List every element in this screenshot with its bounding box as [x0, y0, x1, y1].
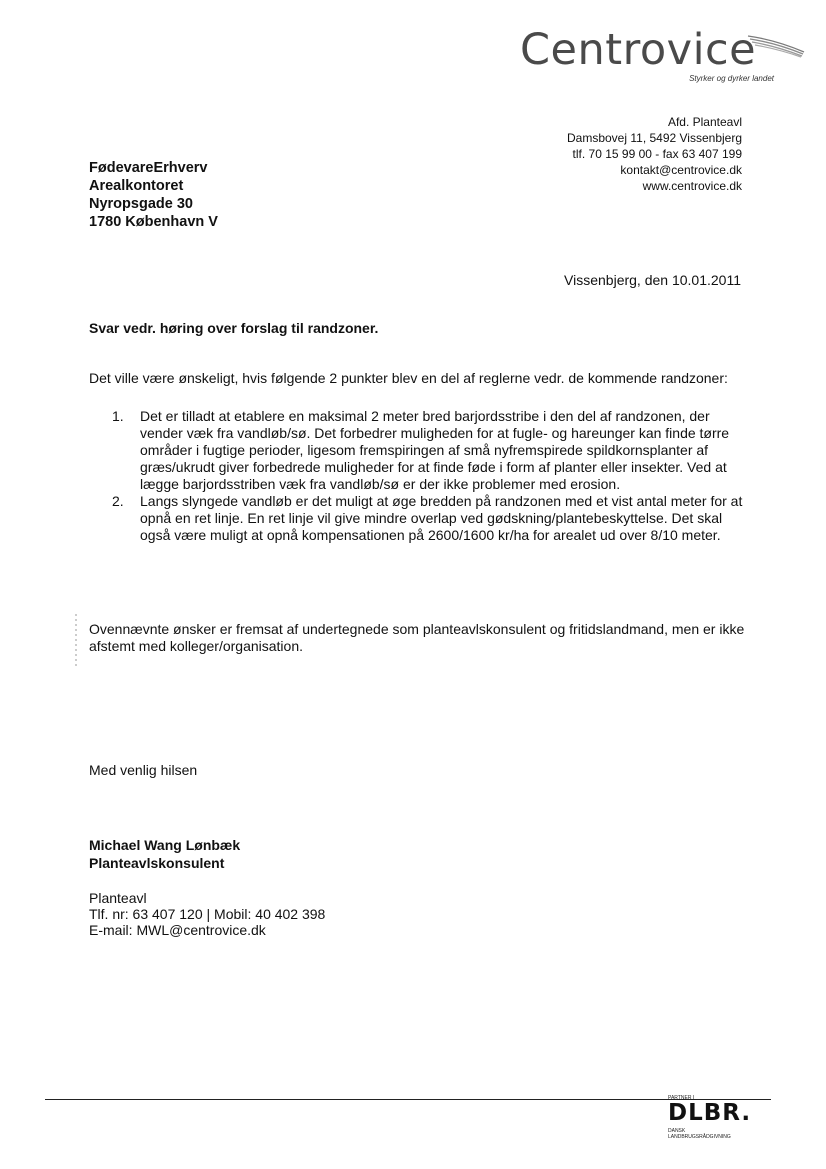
points-list — [89, 408, 745, 544]
sender-web: www.centrovice.dk — [642, 179, 742, 193]
recipient-line-1: FødevareErhverv — [89, 160, 208, 176]
partner-logo-block — [668, 1095, 758, 1145]
list-text: Det er tilladt at etablere en maksimal 2 meter bred barjordsstribe i den del af randzonen, der vender væk fra vandløb/sø. Det forbedrer muligheden for at fugle- og hareunger kan finde tørre områder i fugtige perioder, ligesom fremspiringen af små nyfremspirede spildkornsplanter af græs/ukrudt giver forbedrede muligheder for at finde føde i form af planter eller insekter. Ved at lægge barjordsstriben væk fra vandløb/sø er der ikke problemer med erosion. — [140, 408, 730, 492]
partner-sub-line-2: LANDBRUGSRÅDGIVNING — [668, 1134, 731, 1140]
list-number: 2. — [112, 493, 124, 509]
logo-tagline: Styrker og dyrker landet — [689, 74, 774, 83]
contact-phones: Tlf. nr: 63 407 120 | Mobil: 40 402 398 — [89, 906, 326, 922]
list-item — [89, 493, 745, 544]
sender-phone: tlf. 70 15 99 00 - fax 63 407 199 — [572, 147, 742, 161]
partner-subtitle — [668, 1128, 731, 1140]
margin-mark-icon — [73, 612, 79, 668]
logo-wordmark: Centrovice — [520, 25, 757, 75]
intro-paragraph: Det ville være ønskeligt, hvis følgende 2 punkter blev en del af reglerne vedr. de kommende randzoner: — [89, 370, 728, 386]
company-logo — [520, 26, 810, 86]
recipient-line-3: Nyropsgade 30 — [89, 196, 193, 212]
recipient-address-block — [89, 159, 218, 231]
recipient-line-4: 1780 København V — [89, 214, 218, 230]
signer-name: Michael Wang Lønbæk — [89, 837, 241, 853]
notice-paragraph: Ovennævnte ønsker er fremsat af undertegnede som planteavlskonsulent og fritidslandmand, men er ikke afstemt med kolleger/organisation. — [89, 621, 745, 654]
closing-greeting: Med venlig hilsen — [89, 762, 198, 778]
partner-sub-line-1: DANSK — [668, 1128, 686, 1134]
sender-email: kontakt@centrovice.dk — [620, 163, 742, 177]
signer-title: Planteavlskonsulent — [89, 855, 225, 871]
recipient-line-2: Arealkontoret — [89, 178, 184, 194]
contact-dept: Planteavl — [89, 890, 147, 906]
signature-block — [89, 836, 240, 872]
swoosh-icon — [746, 30, 806, 60]
contact-email: E-mail: MWL@centrovice.dk — [89, 922, 266, 938]
contact-block — [89, 890, 325, 938]
list-number: 1. — [112, 408, 124, 424]
letter-date: Vissenbjerg, den 10.01.2011 — [564, 272, 741, 288]
sender-address: Damsbovej 11, 5492 Vissenbjerg — [567, 131, 742, 145]
partner-label: PARTNER I — [668, 1095, 695, 1101]
partner-logo: DLBR. — [668, 1100, 752, 1126]
sender-address-block — [567, 114, 742, 194]
list-item — [89, 408, 745, 493]
list-text: Langs slyngede vandløb er det muligt at øge bredden på randzonen med et vist antal meter for at opnå en ret linje. En ret linje vil give mindre overlap ved gødskning/plantebeskyttelse. Det skal også være muligt at opnå kompensationen på 2600/1600 kr/ha for arealet ud over 8/10 meter. — [140, 493, 743, 543]
footer-divider — [45, 1099, 771, 1100]
sender-dept: Afd. Planteavl — [667, 115, 742, 129]
letter-subject: Svar vedr. høring over forslag til randzoner. — [89, 320, 379, 336]
